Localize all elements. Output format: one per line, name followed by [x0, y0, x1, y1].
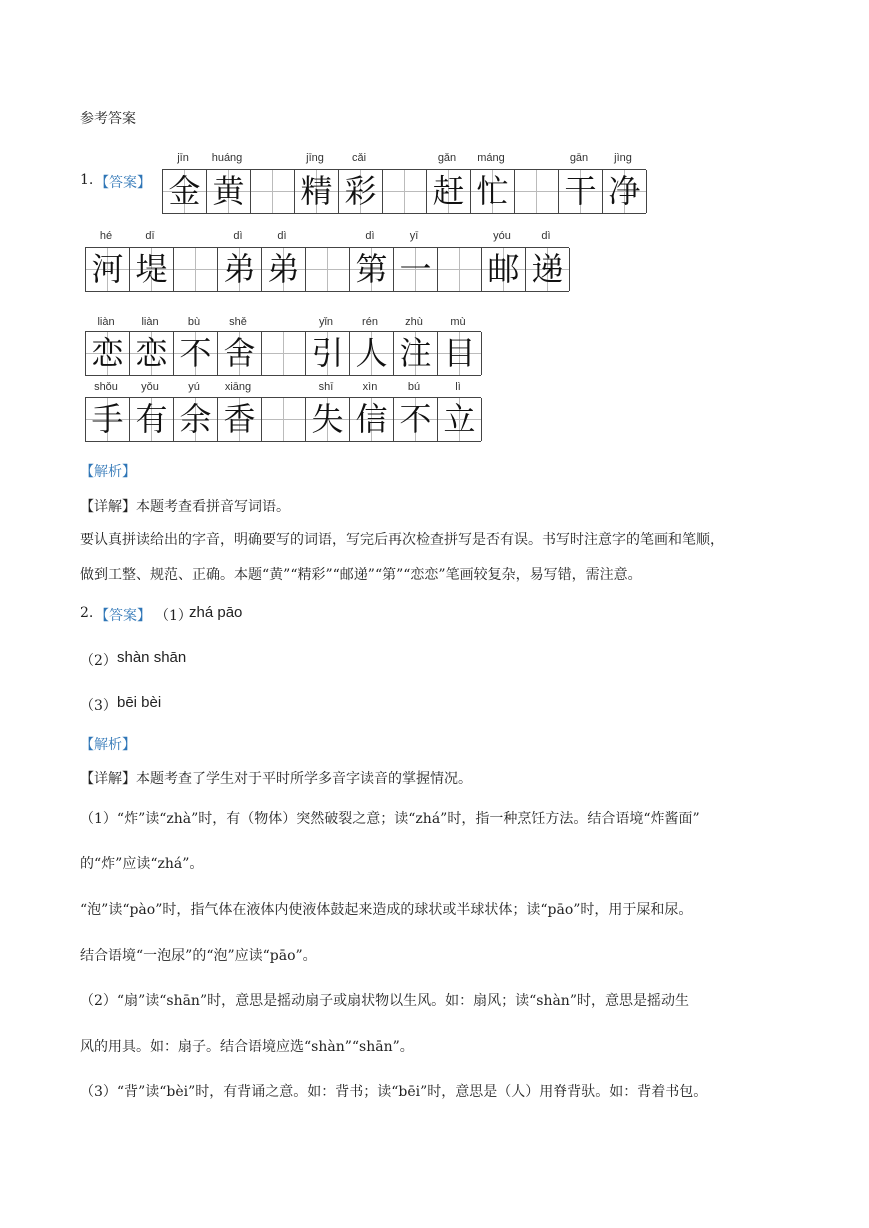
pinyin-label: yóu [493, 230, 511, 242]
tianzige-cell [217, 332, 261, 375]
pinyin-label: bù [187, 316, 201, 328]
hanzi-character: 立 [443, 400, 476, 438]
pinyin-label: bú [407, 381, 421, 393]
q2-answer-tag: 【答案】 [95, 608, 151, 624]
q2-detail-4: “泡”读“pào”时，指气体在液体内使液体鼓起来造成的球状或半球状体；读“pāo”时，用于屎和尿。 [80, 902, 693, 918]
pinyin-label: dī [145, 230, 155, 242]
tianzige-cell [338, 170, 382, 213]
pinyin-label: cǎi [351, 152, 367, 164]
tianzige-cell [305, 248, 349, 291]
pinyin-label: liàn [97, 316, 115, 328]
pinyin-label: jīn [177, 152, 189, 164]
hanzi-character: 彩 [344, 172, 377, 210]
q1-detail-3: 做到工整、规范、正确。本题“黄”“精彩”“邮递”“第”“恋恋”笔画较复杂，易写错，需注意。 [80, 567, 642, 583]
char-grid-row-4 [85, 397, 481, 442]
tianzige-cell [85, 332, 129, 375]
q2-answer-1-label: （1） [155, 608, 192, 624]
tianzige-cell [514, 170, 558, 213]
hanzi-character: 弟 [267, 250, 300, 288]
q2-detail-2: （1）“炸”读“zhà”时，有（物体）突然破裂之意；读“zhá”时，指一种烹饪方法。结合语境“炸酱面” [80, 811, 700, 827]
tianzige-cell [294, 170, 338, 213]
tianzige-cell [305, 332, 349, 375]
q2-analysis-tag: 【解析】 [80, 737, 136, 753]
char-grid-row-3 [85, 331, 481, 376]
hanzi-character: 弟 [223, 250, 256, 288]
hanzi-character [383, 170, 426, 213]
hanzi-character: 不 [399, 400, 432, 438]
pinyin-label: yī [409, 230, 419, 242]
pinyin-label: gān [569, 152, 589, 164]
q1-detail-2: 要认真拼读给出的字音，明确要写的词语，写完后再次检查拼写是否有误。书写时注意字的笔画和笔顺， [80, 532, 724, 548]
tianzige-cell [261, 332, 305, 375]
pinyin-label: zhù [405, 316, 423, 328]
hanzi-character: 余 [179, 400, 212, 438]
hanzi-character: 注 [399, 334, 432, 372]
tianzige-cell [349, 248, 393, 291]
pinyin-label: xiāng [224, 381, 252, 393]
hanzi-character: 第 [355, 250, 388, 288]
q2-detail-8: （3）“背”读“bèi”时，有背诵之意。如：背书；读“bēi”时，意思是（人）用脊背驮。如：背着书包。 [80, 1084, 708, 1100]
hanzi-character [515, 170, 558, 213]
hanzi-character: 信 [355, 400, 388, 438]
pinyin-label: dì [541, 230, 551, 242]
hanzi-character: 目 [443, 334, 476, 372]
tianzige-cell [525, 248, 570, 291]
tianzige-cell [217, 248, 261, 291]
hanzi-character: 引 [311, 334, 344, 372]
pinyin-row-2 [85, 230, 569, 244]
hanzi-character: 净 [608, 172, 641, 210]
hanzi-character [174, 248, 217, 291]
tianzige-cell [470, 170, 514, 213]
pinyin-label: dì [277, 230, 287, 242]
hanzi-character: 金 [168, 172, 201, 210]
q2-answer-2-label: （2） [80, 653, 117, 669]
hanzi-character: 恋 [91, 334, 124, 372]
q2-answer-2-value: shàn shān [117, 649, 187, 666]
hanzi-character: 邮 [487, 250, 520, 288]
tianzige-cell [437, 332, 482, 375]
hanzi-character: 精 [300, 172, 333, 210]
hanzi-character: 堤 [135, 250, 168, 288]
page-heading: 参考答案 [80, 111, 136, 127]
pinyin-row-4 [85, 381, 481, 395]
tianzige-cell [382, 170, 426, 213]
tianzige-cell [393, 248, 437, 291]
q1-detail-1: 【详解】本题考查看拼音写词语。 [80, 499, 290, 515]
hanzi-character: 河 [91, 250, 124, 288]
q1-analysis-tag: 【解析】 [80, 464, 136, 480]
pinyin-label: yǒu [141, 381, 159, 393]
hanzi-character: 一 [399, 250, 432, 288]
q2-detail-1: 【详解】本题考查了学生对于平时所学多音字读音的掌握情况。 [80, 771, 472, 787]
pinyin-label: dì [233, 230, 243, 242]
hanzi-character: 忙 [476, 172, 509, 210]
tianzige-cell [393, 332, 437, 375]
pinyin-label: xìn [362, 381, 378, 393]
q1-answer-tag: 【答案】 [95, 175, 151, 191]
pinyin-label: dì [365, 230, 375, 242]
hanzi-character [438, 248, 481, 291]
q2-number: 2. [80, 605, 94, 621]
pinyin-label: hé [99, 230, 113, 242]
q2-detail-5: 结合语境“一泡尿”的“泡”应读“pāo”。 [80, 948, 317, 964]
pinyin-label: shě [229, 316, 247, 328]
tianzige-cell [305, 398, 349, 441]
pinyin-label: huáng [211, 152, 243, 164]
tianzige-cell [602, 170, 647, 213]
tianzige-cell [173, 332, 217, 375]
pinyin-label: yǐn [318, 316, 334, 328]
pinyin-label: gǎn [437, 152, 457, 164]
tianzige-cell [173, 248, 217, 291]
q2-answer-1-value: zhá pāo [189, 604, 243, 621]
tianzige-cell [437, 248, 481, 291]
pinyin-label: jìng [614, 152, 632, 164]
pinyin-label: jīng [306, 152, 324, 164]
pinyin-label: lì [455, 381, 461, 393]
tianzige-cell [349, 398, 393, 441]
tianzige-cell [349, 332, 393, 375]
hanzi-character: 手 [91, 400, 124, 438]
hanzi-character: 赶 [432, 172, 465, 210]
tianzige-cell [85, 398, 129, 441]
q2-answer-3-value: bēi bèi [117, 694, 162, 711]
tianzige-cell [250, 170, 294, 213]
tianzige-cell [129, 332, 173, 375]
hanzi-character [262, 398, 305, 441]
hanzi-character [306, 248, 349, 291]
hanzi-character: 干 [564, 172, 597, 210]
hanzi-character: 不 [179, 334, 212, 372]
pinyin-label: mù [450, 316, 466, 328]
tianzige-cell [261, 398, 305, 441]
tianzige-cell [426, 170, 470, 213]
tianzige-cell [129, 398, 173, 441]
tianzige-cell [85, 248, 129, 291]
q2-detail-6: （2）“扇”读“shān”时，意思是摇动扇子或扇状物以生风。如：扇风；读“shàn”时，意思是摇动生 [80, 993, 689, 1009]
hanzi-character: 舍 [223, 334, 256, 372]
q2-answer-3-label: （3） [80, 698, 117, 714]
tianzige-cell [481, 248, 525, 291]
tianzige-cell [393, 398, 437, 441]
char-grid-row-2 [85, 247, 569, 292]
hanzi-character [262, 332, 305, 375]
q2-detail-7: 风的用具。如：扇子。结合语境应选“shàn”“shān”。 [80, 1039, 414, 1055]
tianzige-cell [206, 170, 250, 213]
hanzi-character: 失 [311, 400, 344, 438]
tianzige-cell [437, 398, 482, 441]
tianzige-cell [162, 170, 206, 213]
tianzige-cell [217, 398, 261, 441]
q2-detail-3: 的“炸”应读“zhá”。 [80, 856, 204, 872]
tianzige-cell [129, 248, 173, 291]
char-grid-row-1 [162, 169, 646, 214]
pinyin-label: liàn [141, 316, 159, 328]
pinyin-label: shǒu [94, 381, 118, 393]
pinyin-label: máng [477, 152, 505, 164]
hanzi-character: 人 [355, 334, 388, 372]
tianzige-cell [173, 398, 217, 441]
pinyin-label: yú [188, 381, 200, 393]
hanzi-character: 递 [531, 250, 564, 288]
pinyin-row-1 [162, 152, 646, 166]
pinyin-label: rén [362, 316, 378, 328]
q1-number: 1. [80, 172, 94, 188]
hanzi-character: 香 [223, 400, 256, 438]
hanzi-character: 有 [135, 400, 168, 438]
tianzige-cell [261, 248, 305, 291]
tianzige-cell [558, 170, 602, 213]
pinyin-row-3 [85, 316, 481, 330]
hanzi-character: 黄 [212, 172, 245, 210]
hanzi-character [251, 170, 294, 213]
pinyin-label: shī [318, 381, 334, 393]
hanzi-character: 恋 [135, 334, 168, 372]
